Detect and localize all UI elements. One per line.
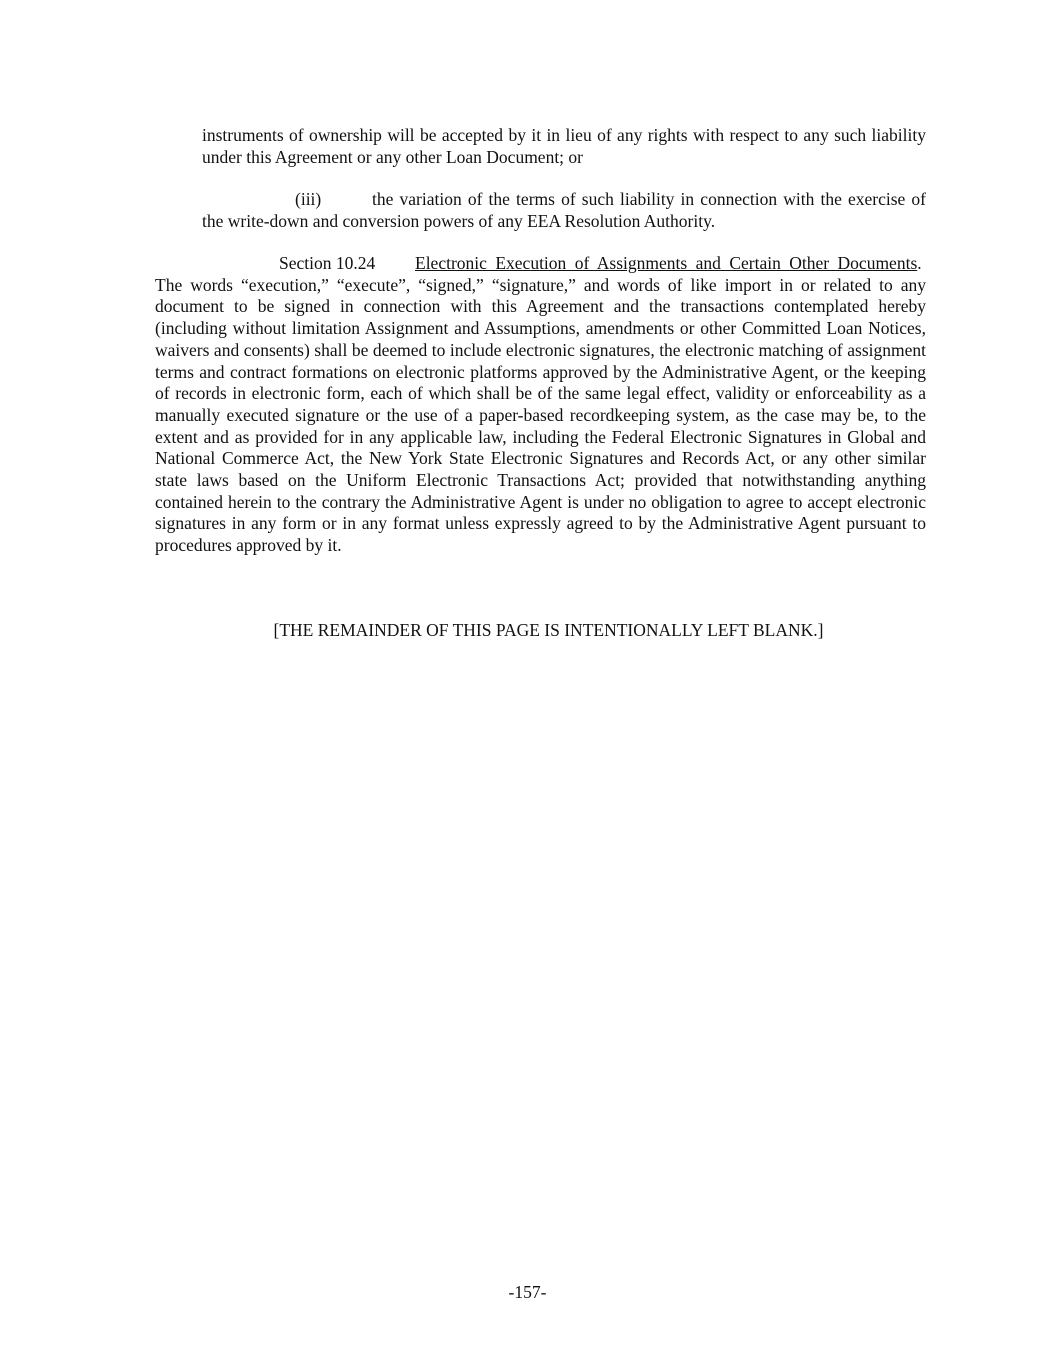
clause-iii-paragraph bbox=[202, 189, 926, 232]
section-number: Section 10.24 bbox=[279, 253, 376, 273]
clause-iii-marker: (iii) bbox=[295, 189, 322, 209]
intentionally-blank-notice: [THE REMAINDER OF THIS PAGE IS INTENTIONALLY LEFT BLANK.] bbox=[273, 620, 824, 640]
section-heading: Electronic Execution of Assignments and Certain Other Documents bbox=[415, 253, 918, 273]
continuation-paragraph: instruments of ownership will be accepted by it in lieu of any rights with respect to any such liability under this Agreement or any other Loan Document; or bbox=[202, 125, 926, 167]
section-body: The words “execution,” “execute”, “signed,” “signature,” and words of like import in or related to any document to be signed in connection with this Agreement and the transactions contemplated hereby (including without limitation Assignment and Assumptions, amendments or other Committed Loan Notices, waivers and consents) shall be deemed to include electronic signatures, the electronic matching of assignment terms and contract formations on electronic platforms approved by the Administrative Agent, or the keeping of records in electronic form, each of which shall be of the same legal effect, validity or enforceability as a manually executed signature or the use of a paper-based recordkeeping system, as the case may be, to the extent and as provided for in any applicable law, including the Federal Electronic Signatures in Global and National Commerce Act, the New York State Electronic Signatures and Records Act, or any other similar state laws based on the Uniform Electronic Transactions Act; provided that notwithstanding anything contained herein to the contrary the Administrative Agent is under no obligation to agree to accept electronic signatures in any form or in any format unless expressly agreed to by the Administrative Agent pursuant to procedures approved by it. bbox=[155, 274, 926, 556]
page-number: -157- bbox=[508, 1282, 547, 1302]
section-10-24-paragraph bbox=[155, 253, 926, 557]
clause-iii-text: the variation of the terms of such liability in connection with the exercise of the write-down and conversion powers of any EEA Resolution Authority. bbox=[202, 189, 926, 231]
section-heading-punct: . bbox=[917, 253, 922, 273]
